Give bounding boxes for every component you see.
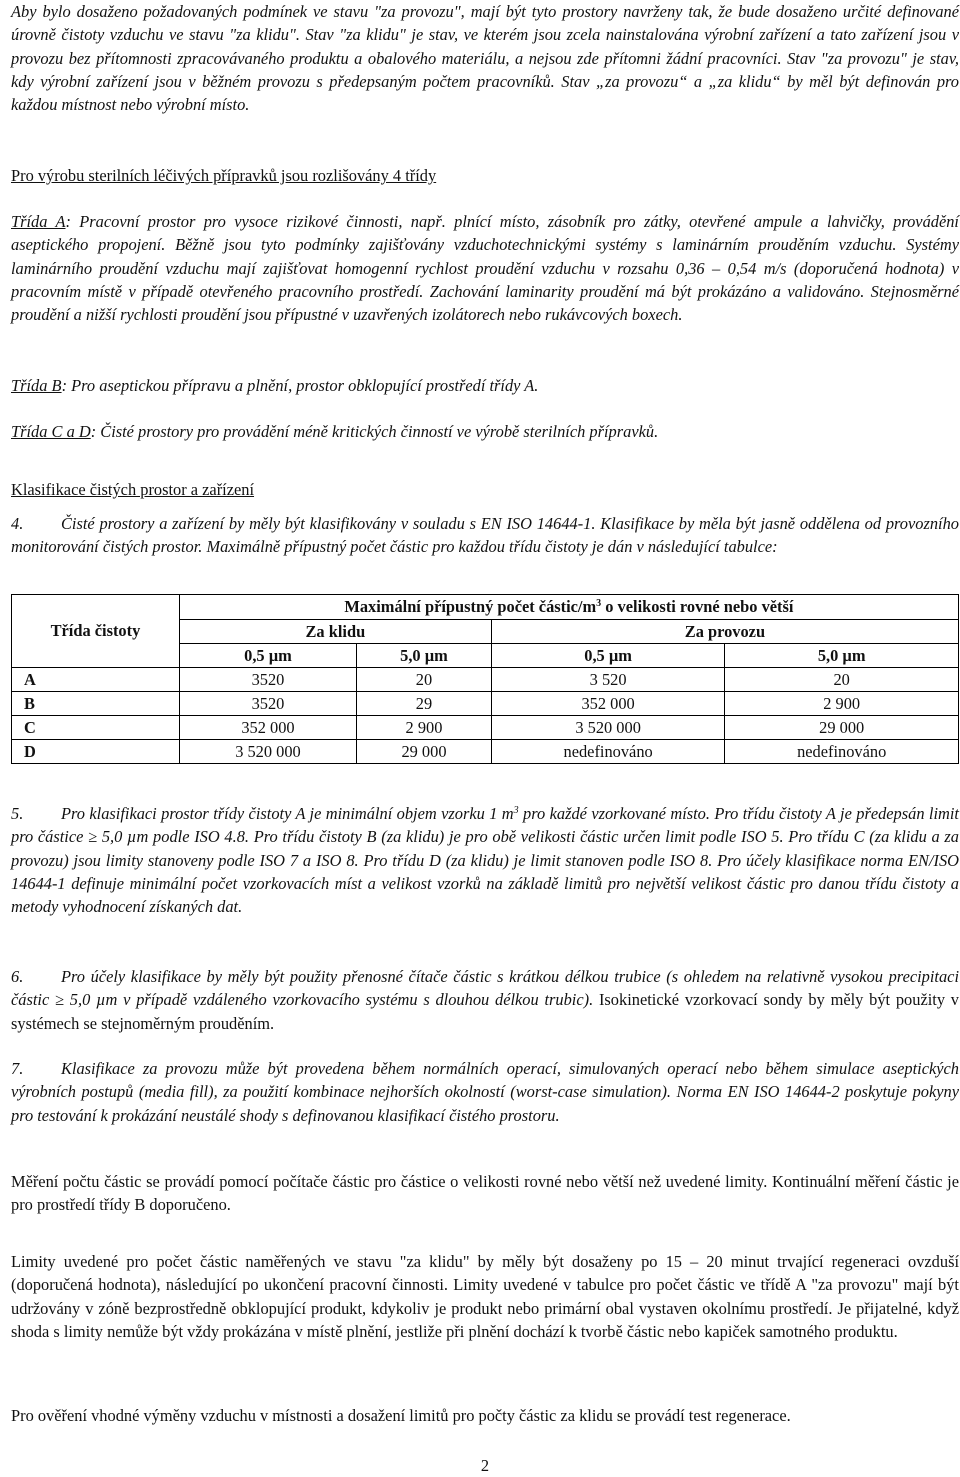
table-header-size: 0,5 µm	[179, 644, 356, 668]
paragraph-4: 4. Čisté prostory a zařízení by měly být klasifikovány v souladu s EN ISO 14644-1. Klasifikace by měla být jasně oddělena od provozního monitorování čistých prostor. Maximálně přípustný počet částic pro každou třídu čistoty je dán v následující tabulce:	[11, 514, 959, 557]
table-cell-class: D	[12, 740, 180, 764]
table-cell-class: B	[12, 692, 180, 716]
table-cell-class: C	[12, 716, 180, 740]
table-row	[12, 668, 959, 692]
table-cell: 3520	[179, 668, 356, 692]
table-row	[12, 716, 959, 740]
measurement-paragraph: Měření počtu částic se provádí pomocí počítače částic pro částice o velikosti rovné nebo větší než uvedené limity. Kontinuální měření částic je pro prostředí třídy B doporučeno.	[11, 1172, 959, 1215]
table-cell: 3 520 000	[179, 740, 356, 764]
intro-text: Aby bylo dosaženo požadovaných podmínek ve stavu "za provozu", mají být tyto prostory navrženy tak, že bude dosaženo určité definované úrovně čistoty vzduchu ve stavu "za klidu". Stav "za klidu" je stav, ve kterém jsou zcela nainstalována výrobní zařízení a tato zařízení jsou v provozu bez přítomnosti zpracovávaného produktu a obalového materiálu, a nejsou zde přítomni žádní pracovníci. Stav "za provozu" je stav, kdy výrobní zařízení jsou v běžném provozu s předepsaným počtem pracovníků. Stav „za provozu“ a „za klidu“ by měl být definován pro každou místnost nebo výrobní místo.	[11, 2, 959, 115]
paragraph-6: 6. Pro účely klasifikace by měly být použity přenosné čítače částic s krátkou délkou trubice (s ohledem na relativně vysokou precipitaci částic ≥ 5,0 µm v případě vzdáleného vzorkovacího systému s dlouhou délkou trubic). Isokinetické vzorkovací sondy by měly být použity v systémech se stejnoměrným prouděním.	[11, 967, 960, 1033]
paragraph-5: 5. Pro klasifikaci prostor třídy čistoty A je minimální objem vzorku 1 $m^3$ pro každé vzorkované místo. Pro třídu čistoty A je předepsán limit pro částice ≥ 5,0 µm podle ISO 4.8. Pro třídu čistoty B (za klidu) je pro obě velikosti částic určen limit podle ISO 5. Pro třídu C (za klidu a za provozu) jsou limity stanoveny podle ISO 7 a ISO 8. Pro třídu D (za klidu) je limit stanoven podle ISO 8. Pro účely klasifikace norma EN/ISO 14644-1 definuje minimální počet vzorkovacích míst a velikost vzorků na základě limitů pro největší velikost částic pro danou třídu čistoty a metody vyhodnocení získaných dat.	[11, 804, 959, 917]
paragraph-number: 7.	[11, 1059, 24, 1078]
table-cell: 352 000	[491, 692, 725, 716]
table-cell: 29	[357, 692, 492, 716]
table-header-size: 5,0 µm	[357, 644, 492, 668]
class-cd-paragraph: Třída C a D: Čisté prostory pro provádění méně kritických činností ve výrobě sterilních přípravků.	[11, 422, 659, 441]
paragraph-number: 5.	[11, 804, 24, 823]
table-cell: nedefinováno	[725, 740, 959, 764]
paragraph-number: 6.	[11, 967, 24, 986]
table-row	[12, 692, 959, 716]
class-b-paragraph: Třída B: Pro aseptickou přípravu a plnění, prostor obklopující prostředí třídy A.	[11, 376, 539, 395]
particle-limits-table	[11, 594, 959, 764]
table-cell: 20	[725, 668, 959, 692]
table-header-size: 5,0 µm	[725, 644, 959, 668]
table-cell: 20	[357, 668, 492, 692]
table-header-size: 0,5 µm	[491, 644, 725, 668]
table-cell-class: A	[12, 668, 180, 692]
class-cd-label: Třída C a D	[11, 422, 91, 441]
table-cell: 3520	[179, 692, 356, 716]
table-header-at-rest: Za klidu	[179, 620, 491, 644]
table-row	[12, 740, 959, 764]
limits-paragraph: Limity uvedené pro počet částic naměřených ve stavu "za klidu" by měly být dosaženy po 15 – 20 minut trvající regeneraci ovzduší (doporučená hodnota), následující po ukončení pracovní činnosti. Limity uvedené v tabulce pro počet částic ve třídě A "za provozu" mají být udržovány v zóně bezprostředně obklopující produkt, kdykoliv je produkt nebo primární obal vystaven okolnímu prostředí. Je přijatelné, když shoda s limity nemůže být vždy prokázána v místě plnění, jestliže při plnění dochází k tvorbě částic nebo kapiček samotného produktu.	[11, 1252, 959, 1341]
page-number: 2	[480, 1456, 490, 1475]
classes-heading: Pro výrobu sterilních léčivých přípravků jsou rozlišovány 4 třídy	[11, 166, 437, 185]
class-b-label: Třída B	[11, 376, 62, 395]
regeneration-paragraph: Pro ověření vhodné výměny vzduchu v místnosti a dosažení limitů pro počty částic za klidu se provádí test regenerace.	[11, 1406, 791, 1425]
table-header-class: Třída čistoty	[12, 595, 180, 668]
table-cell: 29 000	[725, 716, 959, 740]
class-a-paragraph: Třída A: Pracovní prostor pro vysoce rizikové činnosti, např. plnící místo, zásobník pro zátky, otevřené ampule a lahvičky, provádění aseptického propojení. Běžně jsou tyto podmínky zajišťovány vzduchotechnickými systémy s laminárním prouděním vzduchu. Systémy laminárního proudění vzduchu mají zajišťovat homogenní rychlost proudění vzduchu v rozsahu 0,36 – 0,54 m/s (doporučená hodnota) v pracovním místě v případě otevřeného pracovního prostředí. Zachování laminarity proudění má být prokázáno a validováno. Stejnosměrné proudění a nižší rychlosti proudění jsou přípustné v uzavřených izolátorech nebo rukávcových boxech.	[11, 212, 959, 325]
paragraph-7: 7. Klasifikace za provozu může být provedena během normálních operací, simulovaných operací nebo během simulace aseptických výrobních postupů (media fill), za použití kombinace nejhorších okolností (worst-case simulation). Norma EN ISO 14644-2 poskytuje pokyny pro testování k prokázání neustálé shody s definovanou klasifikací čistého prostoru.	[11, 1059, 959, 1125]
table-cell: 3 520	[491, 668, 725, 692]
table-header-main: Maximální přípustný počet částic/$m^3$ o velikosti rovné nebo větší	[179, 595, 958, 620]
paragraph-number: 4.	[11, 514, 24, 533]
table-cell: 352 000	[179, 716, 356, 740]
intro-paragraph	[11, 0, 959, 116]
classification-heading: Klasifikace čistých prostor a zařízení	[11, 480, 255, 499]
class-a-label: Třída A	[11, 212, 66, 231]
table-cell: 3 520 000	[491, 716, 725, 740]
table-cell: nedefinováno	[491, 740, 725, 764]
table-cell: 2 900	[725, 692, 959, 716]
table-cell: 2 900	[357, 716, 492, 740]
table-cell: 29 000	[357, 740, 492, 764]
table-header-in-operation: Za provozu	[491, 620, 958, 644]
